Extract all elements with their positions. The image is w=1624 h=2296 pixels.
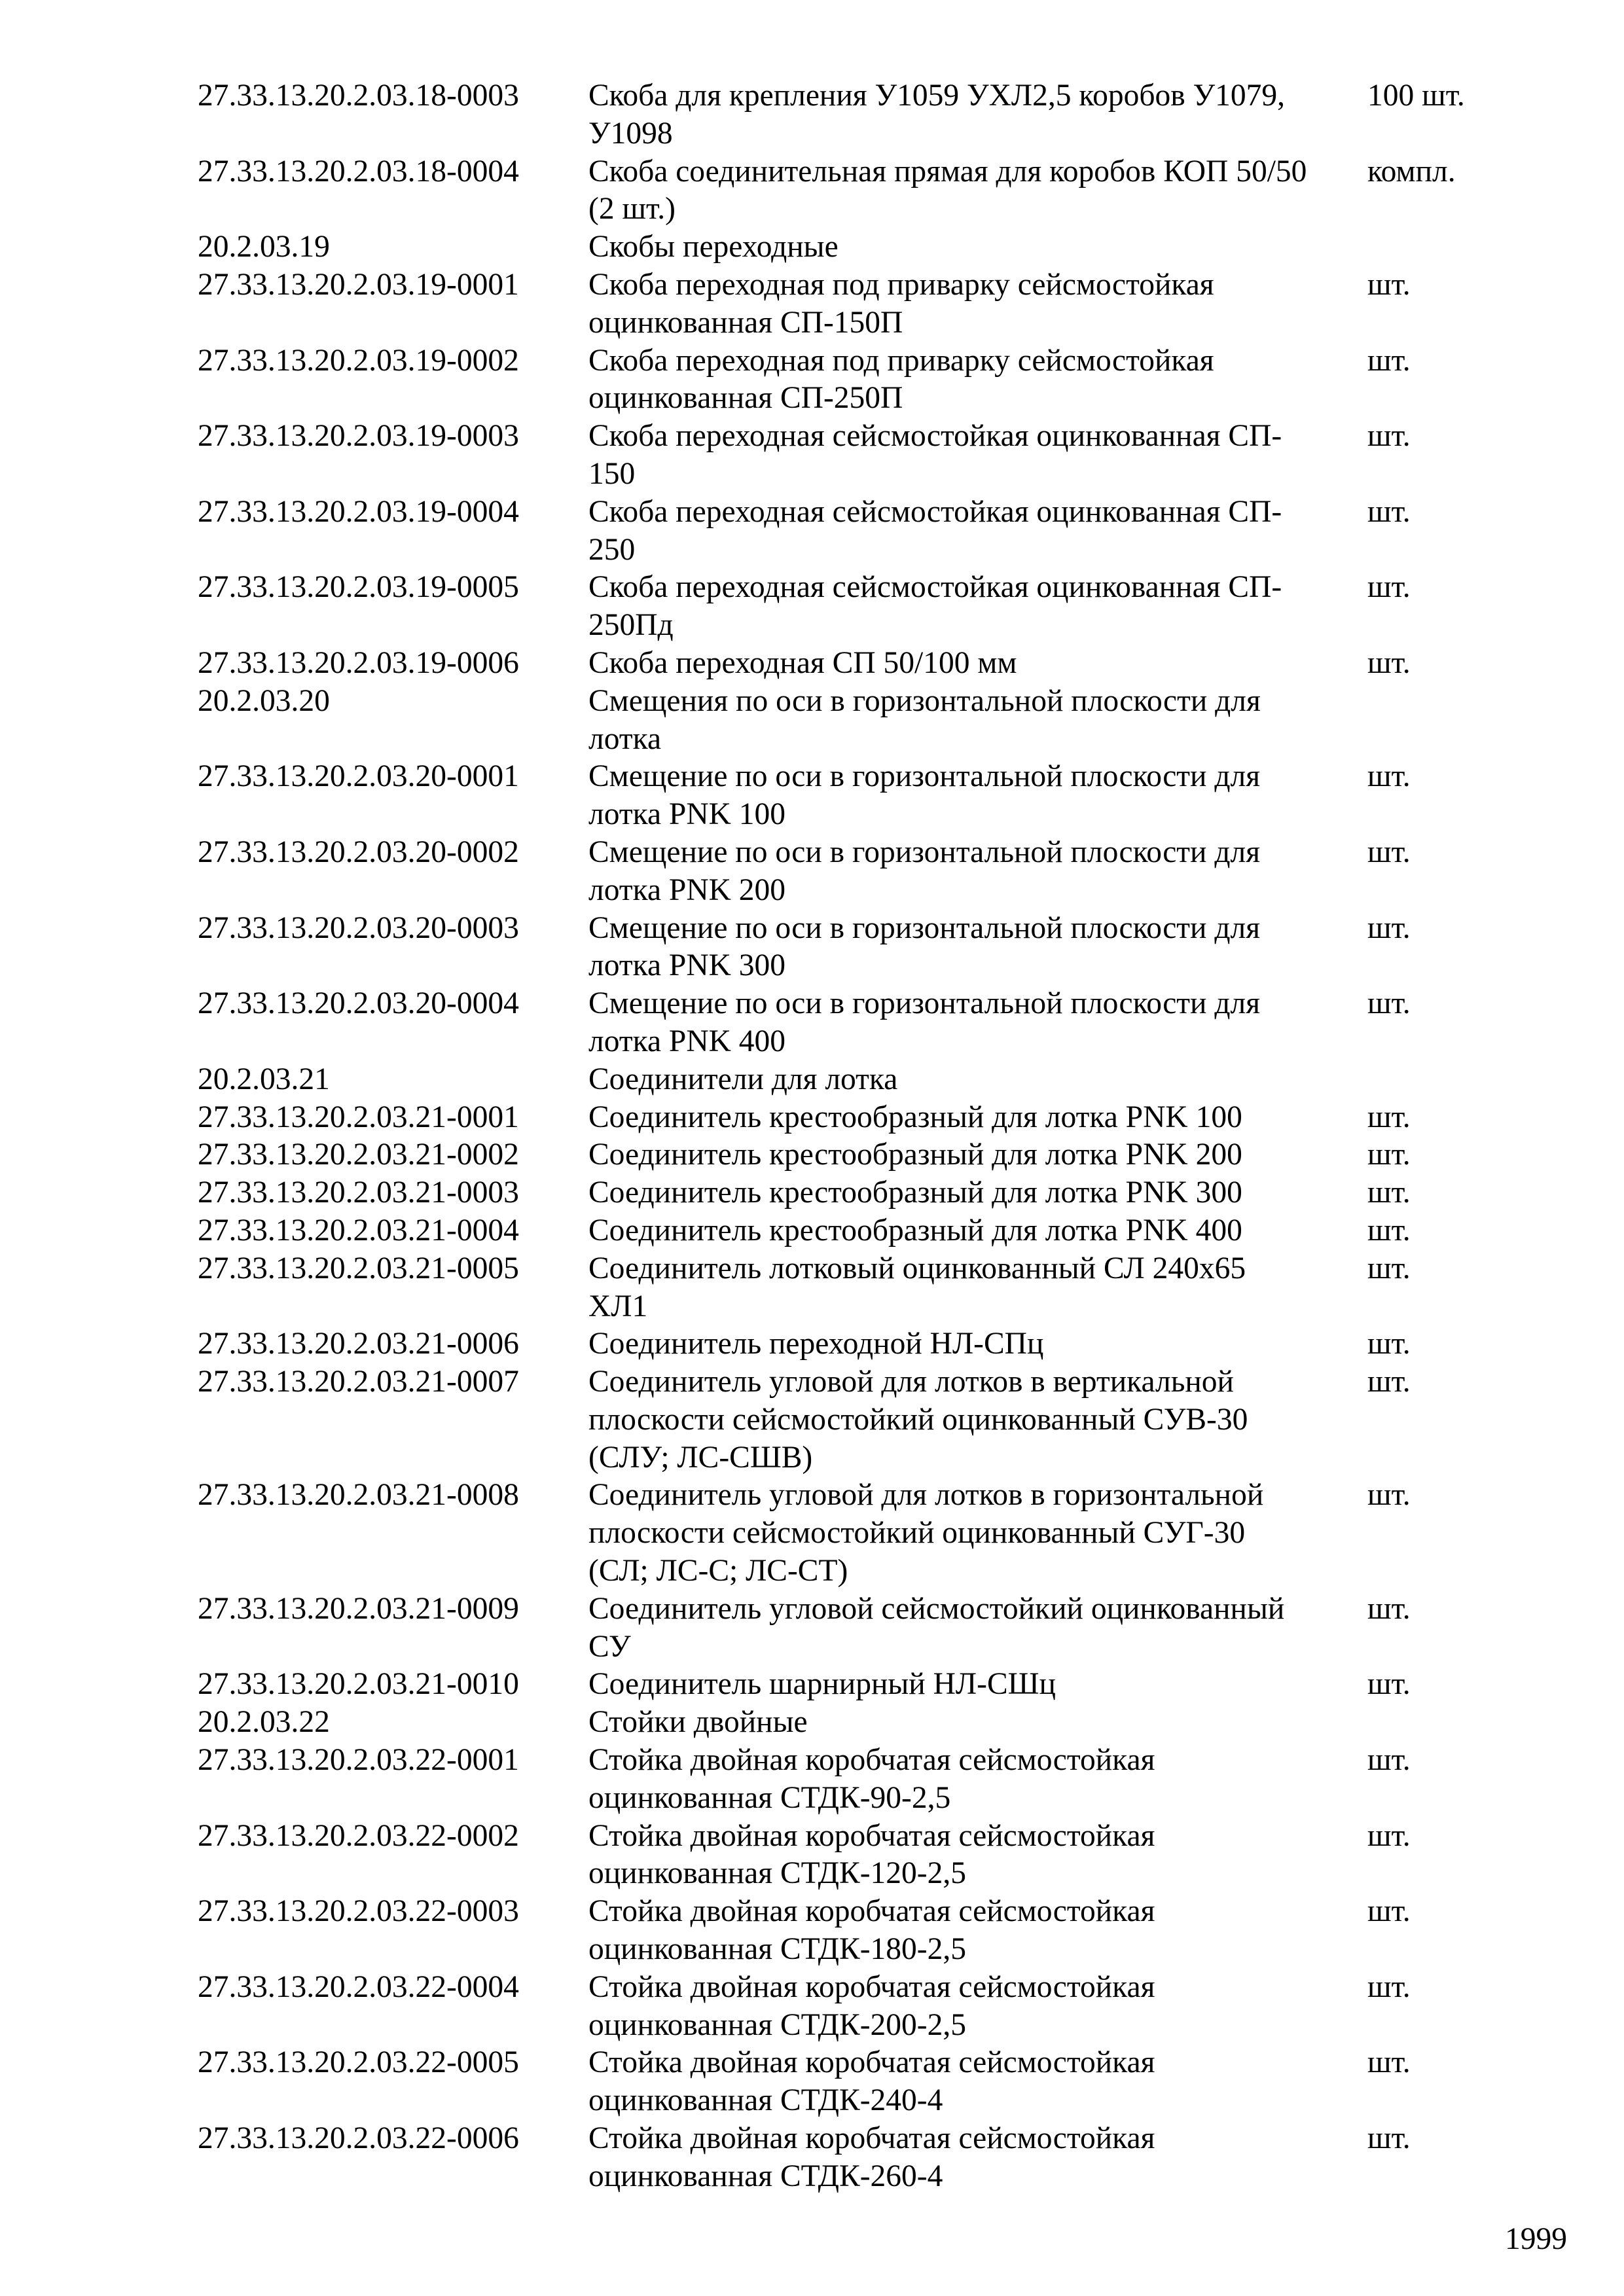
resource-name-cell: Скоба переходная сейсмостойкая оцинкованная СП- 150 <box>588 419 1282 491</box>
table-row <box>198 342 1507 418</box>
table-row <box>198 1742 1507 1818</box>
resource-code-cell: 27.33.13.20.2.03.21-0001 <box>198 1100 519 1134</box>
resource-name-cell: Стойка двойная коробчатая сейсмостойкая оцинкованная СТДК-200-2,5 <box>588 1969 1155 2042</box>
table-row <box>198 1666 1507 1704</box>
table-row <box>198 1250 1507 1326</box>
resource-name-cell: Скоба переходная сейсмостойкая оцинкованная СП- 250Пд <box>588 570 1282 643</box>
unit-cell: шт. <box>1367 1478 1411 1513</box>
unit-cell: шт. <box>1367 2045 1411 2080</box>
unit-cell: шт. <box>1367 343 1411 378</box>
table-row <box>198 569 1507 645</box>
resource-code-cell: 27.33.13.20.2.03.22-0001 <box>198 1743 519 1778</box>
resource-name-cell: Соединитель крестообразный для лотка PNK 300 <box>588 1175 1242 1210</box>
resource-code-cell: 20.2.03.19 <box>198 230 330 264</box>
resource-code-cell: 27.33.13.20.2.03.21-0003 <box>198 1175 519 1210</box>
group-header-row <box>198 228 1507 266</box>
table-row <box>198 1212 1507 1250</box>
resource-name-cell: Соединитель угловой сейсмостойкий оцинкованный СУ <box>588 1591 1285 1664</box>
resource-name-cell: Скоба переходная под приварку сейсмостойкая оцинкованная СП-150П <box>588 267 1214 340</box>
resource-code-cell: 27.33.13.20.2.03.19-0001 <box>198 267 519 302</box>
resource-name-cell: Соединитель шарнирный НЛ-СШц <box>588 1667 1056 1702</box>
table-row <box>198 2044 1507 2120</box>
group-header-row <box>198 683 1507 759</box>
table-row <box>198 77 1507 153</box>
resource-name-cell: Стойка двойная коробчатая сейсмостойкая оцинкованная СТДК-90-2,5 <box>588 1743 1155 1815</box>
table-row <box>198 1477 1507 1590</box>
unit-cell: шт. <box>1367 1365 1411 1399</box>
table-row <box>198 985 1507 1061</box>
resource-name-cell: Скоба соединительная прямая для коробов КОП 50/50 (2 шт.) <box>588 154 1307 226</box>
resource-name-cell: Скоба переходная под приварку сейсмостойкая оцинкованная СП-250П <box>588 343 1214 416</box>
resource-code-cell: 27.33.13.20.2.03.21-0007 <box>198 1365 519 1399</box>
resource-code-cell: 20.2.03.21 <box>198 1062 330 1096</box>
resource-name-cell: Скоба переходная сейсмостойкая оцинкованная СП- 250 <box>588 494 1282 567</box>
unit-cell: 100 шт. <box>1367 79 1465 113</box>
resource-code-cell: 27.33.13.20.2.03.19-0003 <box>198 419 519 454</box>
resource-code-cell: 20.2.03.22 <box>198 1705 330 1740</box>
resource-name-cell: Стойка двойная коробчатая сейсмостойкая оцинкованная СТДК-120-2,5 <box>588 1818 1155 1891</box>
resource-code-cell: 27.33.13.20.2.03.22-0006 <box>198 2121 519 2156</box>
table-row <box>198 758 1507 834</box>
resource-name-cell: Смещение по оси в горизонтальной плоскости для лотка PNK 200 <box>588 834 1261 907</box>
resource-name-cell: Стойка двойная коробчатая сейсмостойкая оцинкованная СТДК-240-4 <box>588 2045 1155 2118</box>
resource-code-cell: 27.33.13.20.2.03.20-0001 <box>198 759 519 794</box>
table-row <box>198 645 1507 683</box>
unit-cell: шт. <box>1367 1327 1411 1361</box>
table-row <box>198 1099 1507 1137</box>
unit-cell: шт. <box>1367 1969 1411 2004</box>
table-row <box>198 1325 1507 1363</box>
resource-code-cell: 27.33.13.20.2.03.19-0004 <box>198 494 519 529</box>
resource-code-cell: 27.33.13.20.2.03.20-0004 <box>198 986 519 1021</box>
resource-code-cell: 27.33.13.20.2.03.21-0004 <box>198 1213 519 1247</box>
table-row <box>198 266 1507 342</box>
page-number: 1999 <box>1505 2222 1567 2256</box>
resource-code-cell: 27.33.13.20.2.03.20-0003 <box>198 910 519 945</box>
resource-code-cell: 27.33.13.20.2.03.20-0002 <box>198 834 519 869</box>
unit-cell: шт. <box>1367 1591 1411 1626</box>
table-row <box>198 834 1507 910</box>
resource-classifier-table <box>198 77 1507 2196</box>
resource-name-cell: Скоба для крепления У1059 УХЛ2,5 коробов У1079, У1098 <box>588 79 1286 151</box>
unit-cell: шт. <box>1367 570 1411 605</box>
unit-cell: шт. <box>1367 1743 1411 1778</box>
unit-cell: шт. <box>1367 645 1411 680</box>
resource-name-cell: Стойка двойная коробчатая сейсмостойкая оцинкованная СТДК-260-4 <box>588 2121 1155 2193</box>
unit-cell <box>1367 228 1507 266</box>
table-row <box>198 1363 1507 1477</box>
resource-name-cell: Соединитель угловой для лотков в вертикальной плоскости сейсмостойкий оцинкованный СУВ-30 (СЛУ; ЛС-СШВ) <box>588 1365 1248 1475</box>
resource-code-cell: 27.33.13.20.2.03.21-0005 <box>198 1251 519 1285</box>
unit-cell: шт. <box>1367 1138 1411 1172</box>
resource-name-cell: Соединитель крестообразный для лотка PNK 400 <box>588 1213 1242 1247</box>
table-row <box>198 1893 1507 1969</box>
resource-name-cell: Смещения по оси в горизонтальной плоскости для лотка <box>588 683 1261 756</box>
resource-name-cell: Скоба переходная СП 50/100 мм <box>588 645 1017 680</box>
resource-code-cell: 27.33.13.20.2.03.21-0006 <box>198 1327 519 1361</box>
unit-cell: шт. <box>1367 834 1411 869</box>
table-row <box>198 1969 1507 2045</box>
resource-name-cell: Стойка двойная коробчатая сейсмостойкая оцинкованная СТДК-180-2,5 <box>588 1894 1155 1967</box>
table-row <box>198 153 1507 229</box>
resource-code-cell: 27.33.13.20.2.03.22-0003 <box>198 1894 519 1929</box>
resource-name-cell: Соединители для лотка <box>588 1062 898 1096</box>
group-header-row <box>198 1704 1507 1742</box>
table-row <box>198 1136 1507 1174</box>
group-header-row <box>198 1061 1507 1099</box>
unit-cell: шт. <box>1367 1251 1411 1285</box>
resource-name-cell: Смещение по оси в горизонтальной плоскости для лотка PNK 400 <box>588 986 1261 1058</box>
resource-name-cell: Соединитель крестообразный для лотка PNK 100 <box>588 1100 1242 1134</box>
resource-code-cell: 27.33.13.20.2.03.22-0005 <box>198 2045 519 2080</box>
resource-name-cell: Соединитель переходной НЛ-СПц <box>588 1327 1044 1361</box>
unit-cell: компл. <box>1367 154 1456 188</box>
resource-code-cell: 27.33.13.20.2.03.21-0002 <box>198 1138 519 1172</box>
unit-cell: шт. <box>1367 1175 1411 1210</box>
resource-code-cell: 27.33.13.20.2.03.22-0004 <box>198 1969 519 2004</box>
resource-name-cell: Смещение по оси в горизонтальной плоскости для лотка PNK 300 <box>588 910 1261 983</box>
resource-name-cell: Смещение по оси в горизонтальной плоскости для лотка PNK 100 <box>588 759 1261 832</box>
resource-code-cell: 27.33.13.20.2.03.18-0004 <box>198 154 519 188</box>
table-row <box>198 1590 1507 1666</box>
unit-cell: шт. <box>1367 1667 1411 1702</box>
resource-code-cell: 27.33.13.20.2.03.21-0008 <box>198 1478 519 1513</box>
resource-name-cell: Стойки двойные <box>588 1705 808 1740</box>
table-row <box>198 493 1507 569</box>
unit-cell: шт. <box>1367 419 1411 454</box>
unit-cell: шт. <box>1367 267 1411 302</box>
table-body <box>198 77 1507 2196</box>
unit-cell: шт. <box>1367 2121 1411 2156</box>
resource-name-cell: Соединитель крестообразный для лотка PNK 200 <box>588 1138 1242 1172</box>
unit-cell: шт. <box>1367 1894 1411 1929</box>
resource-name-cell: Соединитель угловой для лотков в горизонтальной плоскости сейсмостойкий оцинкованный СУГ-30 (СЛ; ЛС-С; ЛС-СТ) <box>588 1478 1264 1588</box>
unit-cell: шт. <box>1367 910 1411 945</box>
table-row <box>198 418 1507 493</box>
resource-code-cell: 27.33.13.20.2.03.18-0003 <box>198 79 519 113</box>
unit-cell: шт. <box>1367 1213 1411 1247</box>
resource-code-cell: 20.2.03.20 <box>198 683 330 718</box>
resource-code-cell: 27.33.13.20.2.03.19-0002 <box>198 343 519 378</box>
resource-code-cell: 27.33.13.20.2.03.19-0006 <box>198 645 519 680</box>
unit-cell <box>1367 1704 1507 1742</box>
resource-code-cell: 27.33.13.20.2.03.19-0005 <box>198 570 519 605</box>
unit-cell <box>1367 683 1507 759</box>
resource-code-cell: 27.33.13.20.2.03.21-0009 <box>198 1591 519 1626</box>
unit-cell: шт. <box>1367 759 1411 794</box>
table-row <box>198 2120 1507 2196</box>
resource-name-cell: Соединитель лотковый оцинкованный СЛ 240х65 ХЛ1 <box>588 1251 1246 1323</box>
resource-name-cell: Скобы переходные <box>588 230 839 264</box>
resource-code-cell: 27.33.13.20.2.03.22-0002 <box>198 1818 519 1853</box>
table-row <box>198 1818 1507 1893</box>
unit-cell: шт. <box>1367 986 1411 1021</box>
unit-cell <box>1367 1061 1507 1099</box>
unit-cell: шт. <box>1367 494 1411 529</box>
resource-code-cell: 27.33.13.20.2.03.21-0010 <box>198 1667 519 1702</box>
table-row <box>198 1174 1507 1212</box>
unit-cell: шт. <box>1367 1818 1411 1853</box>
unit-cell: шт. <box>1367 1100 1411 1134</box>
table-row <box>198 910 1507 986</box>
